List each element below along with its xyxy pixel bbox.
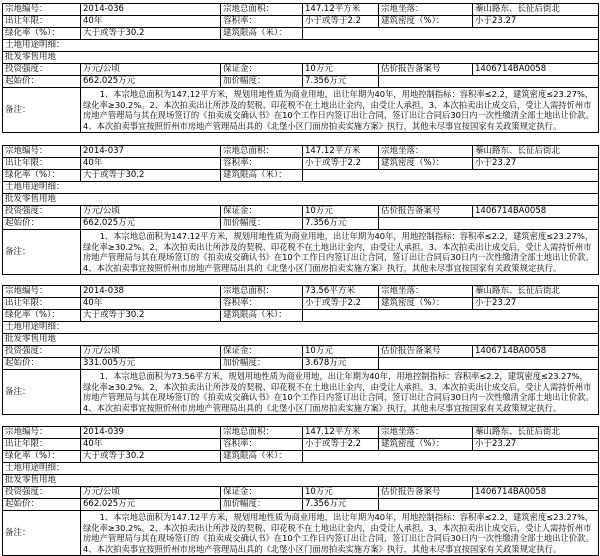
table-row bbox=[3, 194, 599, 206]
invest-intensity-label: 投资强度： bbox=[3, 64, 81, 76]
table-row bbox=[3, 298, 599, 310]
invest-intensity-label: 投资强度： bbox=[3, 206, 81, 218]
land-use-label: 土地用途明细： bbox=[3, 322, 599, 334]
plot-ratio-label: 容积率： bbox=[221, 298, 303, 310]
remarks-label: 备注： bbox=[3, 511, 81, 556]
green-rate-value: 大于或等于30.2 bbox=[81, 310, 221, 322]
blank-cell bbox=[379, 499, 599, 511]
increment-label: 加价幅度： bbox=[221, 358, 303, 370]
parcel-block bbox=[2, 3, 598, 133]
total-area-label: 宗地总面积： bbox=[221, 286, 303, 298]
total-area-label: 宗地总面积： bbox=[221, 146, 303, 158]
plot-ratio-value: 小于或等于2.2 bbox=[303, 298, 379, 310]
table-row bbox=[3, 322, 599, 334]
appraisal-no-value: 1406714BA0058 bbox=[473, 487, 599, 499]
remarks-text: 1、本宗地总面积为147.12平方米，规划用地性质为商业用地，出让年期为40年，用地控制指标：容积率≤2.2，建筑密度≤23.27%，绿化率≥30.2%。2、本次拍卖出让所涉及的契税、印花税不在土地出让金内，由受让人承担。3、本次拍卖出让成交后，受让人需持忻州市房地产管理局与其在现场签订的《拍卖成交确认书》在10个工作日内签订出让合同，签订出让合同后30日内一次性缴清全部土地出让价款。4、本次拍卖事宜按照忻州市房地产管理局出具的《北堡小区门面房拍卖实施方案》执行，其他未尽事宜按国家有关政策规定执行。 bbox=[81, 511, 599, 556]
start-price-value: 662.025万元 bbox=[81, 499, 221, 511]
term-label: 出让年限： bbox=[3, 298, 81, 310]
total-area-label: 宗地总面积： bbox=[221, 4, 303, 16]
table-row bbox=[3, 88, 599, 133]
location-value: 蓁山路东、长征后街北 bbox=[473, 427, 599, 439]
parcel-block bbox=[2, 426, 598, 556]
table-row bbox=[3, 158, 599, 170]
parcel-block bbox=[2, 145, 598, 275]
increment-value: 7.356万元 bbox=[303, 76, 379, 88]
appraisal-no-value: 1406714BA0058 bbox=[473, 206, 599, 218]
parcel-table bbox=[2, 3, 599, 133]
remarks-label: 备注： bbox=[3, 230, 81, 275]
land-use-label: 土地用途明细： bbox=[3, 463, 599, 475]
invest-intensity-label: 投资强度： bbox=[3, 346, 81, 358]
parcel-no-value: 2014-039 bbox=[81, 427, 221, 439]
location-value: 蓁山路东、长征后街北 bbox=[473, 146, 599, 158]
table-row bbox=[3, 439, 599, 451]
table-row bbox=[3, 206, 599, 218]
increment-label: 加价幅度： bbox=[221, 499, 303, 511]
parcel-no-value: 2014-038 bbox=[81, 286, 221, 298]
total-area-value: 147.12平方米 bbox=[303, 146, 379, 158]
start-price-label: 起始价： bbox=[3, 76, 81, 88]
plot-ratio-label: 容积率： bbox=[221, 158, 303, 170]
plot-ratio-label: 容积率： bbox=[221, 16, 303, 28]
table-row bbox=[3, 76, 599, 88]
green-rate-label: 绿化率（%）： bbox=[3, 28, 81, 40]
table-row bbox=[3, 218, 599, 230]
increment-value: 7.356万元 bbox=[303, 218, 379, 230]
table-row bbox=[3, 475, 599, 487]
density-value: 小于23.27 bbox=[473, 158, 599, 170]
density-label: 建筑密度（%）： bbox=[379, 158, 473, 170]
deposit-label: 保证金： bbox=[221, 346, 303, 358]
green-rate-label: 绿化率（%）： bbox=[3, 310, 81, 322]
total-area-label: 宗地总面积： bbox=[221, 427, 303, 439]
appraisal-no-value: 1406714BA0058 bbox=[473, 346, 599, 358]
parcel-table bbox=[2, 426, 599, 556]
appraisal-no-label: 估价报告备案号 bbox=[379, 206, 473, 218]
start-price-label: 起始价： bbox=[3, 499, 81, 511]
density-value: 小于23.27 bbox=[473, 298, 599, 310]
start-price-value: 331.005万元 bbox=[81, 358, 221, 370]
location-value: 蓁山路东、长征后街北 bbox=[473, 286, 599, 298]
green-rate-label: 绿化率（%）： bbox=[3, 170, 81, 182]
height-limit-label: 建筑限高（米）： bbox=[221, 28, 303, 40]
parcel-block bbox=[2, 285, 598, 415]
increment-label: 加价幅度： bbox=[221, 218, 303, 230]
table-row bbox=[3, 40, 599, 52]
density-label: 建筑密度（%）： bbox=[379, 439, 473, 451]
land-use-retail: 批发零售用地 bbox=[3, 52, 599, 64]
table-row bbox=[3, 170, 599, 182]
parcel-no-label: 宗地编号： bbox=[3, 146, 81, 158]
table-row bbox=[3, 427, 599, 439]
table-row bbox=[3, 346, 599, 358]
blank-cell bbox=[379, 218, 599, 230]
height-limit-label: 建筑限高（米）： bbox=[221, 451, 303, 463]
appraisal-no-label: 估价报告备案号 bbox=[379, 64, 473, 76]
term-label: 出让年限： bbox=[3, 439, 81, 451]
height-limit-value bbox=[303, 310, 599, 322]
deposit-value: 10万元 bbox=[303, 206, 379, 218]
start-price-value: 662.025万元 bbox=[81, 218, 221, 230]
remarks-text: 1、本宗地总面积为73.56平方米，规划用地性质为商业用地，出让年期为40年，用地控制指标：容积率≤2.2，建筑密度≤23.27%，绿化率≥30.2%。2、本次拍卖出让所涉及的契税、印花税不在土地出让金内，由受让人承担。3、本次拍卖出让成交后，受让人需持忻州市房地产管理局与其在现场签订的《拍卖成交确认书》在10个工作日内签订出让合同，签订出让合同后30日内一次性缴清全部土地出让价款。4、本次拍卖事宜按照忻州市房地产管理局出具的《北堡小区门面房拍卖实施方案》执行，其他未尽事宜按国家有关政策规定执行。 bbox=[81, 370, 599, 415]
land-use-retail: 批发零售用地 bbox=[3, 194, 599, 206]
deposit-label: 保证金： bbox=[221, 206, 303, 218]
increment-value: 7.356万元 bbox=[303, 499, 379, 511]
term-label: 出让年限： bbox=[3, 158, 81, 170]
table-row bbox=[3, 370, 599, 415]
location-value: 蓁山路东、长征后街北 bbox=[473, 4, 599, 16]
term-value: 40年 bbox=[81, 16, 221, 28]
start-price-value: 662.025万元 bbox=[81, 76, 221, 88]
parcel-table bbox=[2, 285, 599, 415]
green-rate-value: 大于或等于30.2 bbox=[81, 170, 221, 182]
increment-value: 3.678万元 bbox=[303, 358, 379, 370]
height-limit-value bbox=[303, 170, 599, 182]
appraisal-no-label: 估价报告备案号 bbox=[379, 487, 473, 499]
green-rate-value: 大于或等于30.2 bbox=[81, 451, 221, 463]
term-value: 40年 bbox=[81, 439, 221, 451]
blank-cell bbox=[379, 76, 599, 88]
height-limit-value bbox=[303, 451, 599, 463]
height-limit-value bbox=[303, 28, 599, 40]
remarks-label: 备注： bbox=[3, 88, 81, 133]
location-label: 宗地坐落： bbox=[379, 146, 473, 158]
green-rate-label: 绿化率（%）： bbox=[3, 451, 81, 463]
remarks-text: 1、本宗地总面积为147.12平方米，规划用地性质为商业用地，出让年期为40年，用地控制指标：容积率≤2.2，建筑密度≤23.27%，绿化率≥30.2%。2、本次拍卖出让所涉及的契税、印花税不在土地出让金内，由受让人承担。3、本次拍卖出让成交后，受让人需持忻州市房地产管理局与其在现场签订的《拍卖成交确认书》在10个工作日内签订出让合同，签订出让合同后30日内一次性缴清全部土地出让价款。4、本次拍卖事宜按照忻州市房地产管理局出具的《北堡小区门面房拍卖实施方案》执行，其他未尽事宜按国家有关政策规定执行。 bbox=[81, 230, 599, 275]
deposit-label: 保证金： bbox=[221, 487, 303, 499]
table-row bbox=[3, 487, 599, 499]
table-row bbox=[3, 499, 599, 511]
parcel-no-label: 宗地编号： bbox=[3, 427, 81, 439]
total-area-value: 147.12平方米 bbox=[303, 427, 379, 439]
blank-cell bbox=[379, 358, 599, 370]
table-row bbox=[3, 358, 599, 370]
plot-ratio-value: 小于或等于2.2 bbox=[303, 16, 379, 28]
parcel-no-label: 宗地编号： bbox=[3, 286, 81, 298]
deposit-value: 10万元 bbox=[303, 64, 379, 76]
deposit-value: 10万元 bbox=[303, 346, 379, 358]
height-limit-label: 建筑限高（米）： bbox=[221, 170, 303, 182]
density-value: 小于23.27 bbox=[473, 16, 599, 28]
table-row bbox=[3, 4, 599, 16]
land-use-retail: 批发零售用地 bbox=[3, 475, 599, 487]
appraisal-no-value: 1406714BA0058 bbox=[473, 64, 599, 76]
parcel-no-value: 2014-036 bbox=[81, 4, 221, 16]
table-row bbox=[3, 230, 599, 275]
invest-intensity-label: 投资强度： bbox=[3, 487, 81, 499]
land-use-label: 土地用途明细： bbox=[3, 40, 599, 52]
term-label: 出让年限： bbox=[3, 16, 81, 28]
table-row bbox=[3, 451, 599, 463]
increment-label: 加价幅度： bbox=[221, 76, 303, 88]
table-row bbox=[3, 511, 599, 556]
plot-ratio-value: 小于或等于2.2 bbox=[303, 158, 379, 170]
land-use-label: 土地用途明细： bbox=[3, 182, 599, 194]
table-row bbox=[3, 64, 599, 76]
table-row bbox=[3, 334, 599, 346]
plot-ratio-value: 小于或等于2.2 bbox=[303, 439, 379, 451]
invest-intensity-unit: 万元/公顷 bbox=[81, 346, 221, 358]
table-row bbox=[3, 28, 599, 40]
green-rate-value: 大于或等于30.2 bbox=[81, 28, 221, 40]
density-label: 建筑密度（%）： bbox=[379, 298, 473, 310]
parcel-table bbox=[2, 145, 599, 275]
remarks-label: 备注： bbox=[3, 370, 81, 415]
invest-intensity-unit: 万元/公顷 bbox=[81, 206, 221, 218]
start-price-label: 起始价： bbox=[3, 358, 81, 370]
density-value: 小于23.27 bbox=[473, 439, 599, 451]
table-row bbox=[3, 146, 599, 158]
deposit-value: 10万元 bbox=[303, 487, 379, 499]
term-value: 40年 bbox=[81, 298, 221, 310]
location-label: 宗地坐落： bbox=[379, 286, 473, 298]
invest-intensity-unit: 万元/公顷 bbox=[81, 64, 221, 76]
height-limit-label: 建筑限高（米）： bbox=[221, 310, 303, 322]
table-row bbox=[3, 52, 599, 64]
total-area-value: 73.56平方米 bbox=[303, 286, 379, 298]
total-area-value: 147.12平方米 bbox=[303, 4, 379, 16]
table-row bbox=[3, 182, 599, 194]
density-label: 建筑密度（%）： bbox=[379, 16, 473, 28]
remarks-text: 1、本宗地总面积为147.12平方米，规划用地性质为商业用地，出让年期为40年，用地控制指标：容积率≤2.2，建筑密度≤23.27%，绿化率≥30.2%。2、本次拍卖出让所涉及的契税、印花税不在土地出让金内，由受让人承担。3、本次拍卖出让成交后，受让人需持忻州市房地产管理局与其在现场签订的《拍卖成交确认书》在10个工作日内签订出让合同，签订出让合同后30日内一次性缴清全部土地出让价款。4、本次拍卖事宜按照忻州市房地产管理局出具的《北堡小区门面房拍卖实施方案》执行，其他未尽事宜按国家有关政策规定执行。 bbox=[81, 88, 599, 133]
table-row bbox=[3, 463, 599, 475]
land-use-retail: 批发零售用地 bbox=[3, 334, 599, 346]
invest-intensity-unit: 万元/公顷 bbox=[81, 487, 221, 499]
appraisal-no-label: 估价报告备案号 bbox=[379, 346, 473, 358]
plot-ratio-label: 容积率： bbox=[221, 439, 303, 451]
deposit-label: 保证金： bbox=[221, 64, 303, 76]
start-price-label: 起始价： bbox=[3, 218, 81, 230]
table-row bbox=[3, 310, 599, 322]
table-row bbox=[3, 286, 599, 298]
location-label: 宗地坐落： bbox=[379, 427, 473, 439]
parcel-no-label: 宗地编号： bbox=[3, 4, 81, 16]
location-label: 宗地坐落： bbox=[379, 4, 473, 16]
table-row bbox=[3, 16, 599, 28]
term-value: 40年 bbox=[81, 158, 221, 170]
parcel-no-value: 2014-037 bbox=[81, 146, 221, 158]
